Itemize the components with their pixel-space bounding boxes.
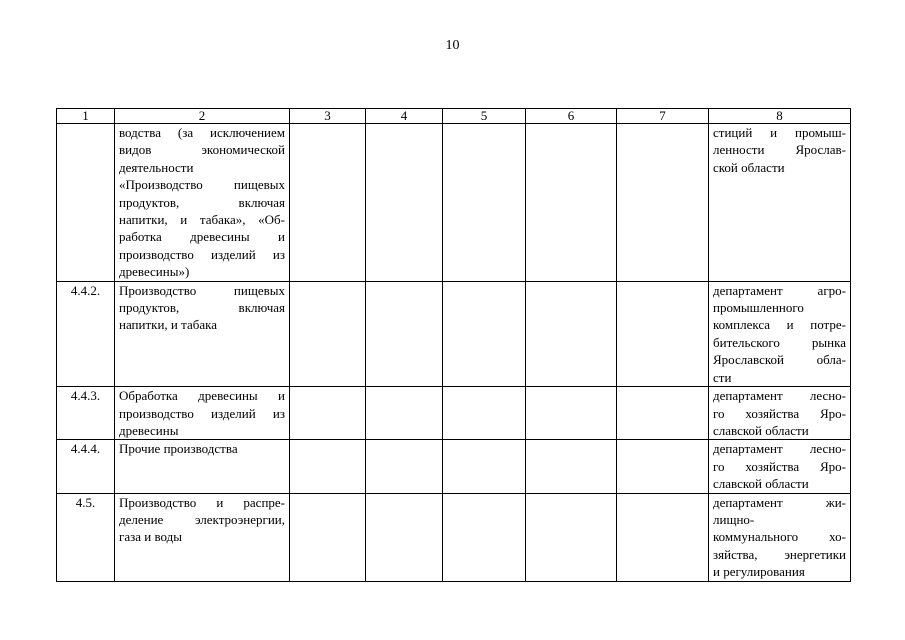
row-name — [115, 440, 290, 493]
cell-line: деятельности — [119, 159, 194, 175]
cell-line: го хозяйства Яро- — [713, 458, 846, 474]
empty-cell — [366, 387, 443, 440]
cell-line: Производство пищевых — [119, 282, 285, 298]
row-responsible — [709, 440, 851, 493]
cell-line: древесины — [119, 422, 179, 438]
cell-line: комплекса и потре- — [713, 317, 846, 333]
cell-line: стиций и промыш- — [713, 125, 846, 140]
empty-cell — [290, 440, 366, 493]
cell-line: ской области — [713, 159, 785, 175]
empty-cell — [366, 124, 443, 282]
row-number: 4.4.3. — [57, 387, 115, 440]
cell-line: департамент лесно- — [713, 388, 846, 404]
empty-cell — [617, 387, 709, 440]
row-responsible — [709, 387, 851, 440]
cell-line: славской области — [713, 476, 809, 492]
empty-cell — [617, 440, 709, 493]
cell-line: Прочие производства — [119, 441, 238, 457]
empty-cell — [526, 387, 617, 440]
cell-line: «Производство пищевых — [119, 177, 285, 193]
empty-cell — [526, 493, 617, 581]
row-number — [57, 124, 115, 282]
empty-cell — [617, 124, 709, 282]
cell-line: бительского рынка — [713, 334, 846, 350]
cell-line: лищно- — [713, 511, 755, 527]
cell-line: коммунального хо- — [713, 529, 846, 545]
header-cell-5: 5 — [443, 109, 526, 124]
header-row — [57, 109, 851, 124]
row-number: 4.5. — [57, 493, 115, 581]
row-responsible — [709, 281, 851, 386]
table-row — [57, 124, 851, 282]
cell-line: Производство и распре- — [119, 494, 285, 510]
cell-line: департамент жи- — [713, 494, 846, 510]
cell-line: промышленного — [713, 300, 804, 316]
empty-cell — [290, 124, 366, 282]
page-number: 10 — [445, 38, 460, 53]
row-name — [115, 124, 290, 282]
header-cell-6: 6 — [526, 109, 617, 124]
row-responsible — [709, 124, 851, 282]
empty-cell — [443, 281, 526, 386]
empty-cell — [526, 281, 617, 386]
cell-line: Обработка древесины и — [119, 388, 285, 404]
cell-line: газа и воды — [119, 529, 182, 545]
header-cell-4: 4 — [366, 109, 443, 124]
header-cell-8: 8 — [709, 109, 851, 124]
cell-line: работка древесины и — [119, 229, 285, 245]
cell-line: производство изделий из — [119, 405, 285, 421]
cell-line: зяйства, энергетики — [713, 546, 846, 562]
table-row — [57, 493, 851, 581]
cell-line: древесины») — [119, 264, 190, 280]
plan-table — [56, 108, 851, 582]
empty-cell — [443, 124, 526, 282]
cell-line: деление электроэнергии, — [119, 511, 285, 527]
table-row — [57, 387, 851, 440]
row-number: 4.4.4. — [57, 440, 115, 493]
cell-line: продуктов, включая — [119, 300, 285, 316]
cell-line: продуктов, включая — [119, 194, 285, 210]
row-name — [115, 493, 290, 581]
empty-cell — [617, 281, 709, 386]
table-row — [57, 281, 851, 386]
row-responsible — [709, 493, 851, 581]
cell-line: департамент агро- — [713, 282, 846, 298]
empty-cell — [526, 440, 617, 493]
cell-line: го хозяйства Яро- — [713, 405, 846, 421]
cell-line: департамент лесно- — [713, 441, 846, 457]
cell-line: Ярославской обла- — [713, 352, 846, 368]
empty-cell — [443, 493, 526, 581]
empty-cell — [366, 440, 443, 493]
header-cell-2: 2 — [115, 109, 290, 124]
cell-line: водства (за исключением — [119, 125, 285, 140]
row-number: 4.4.2. — [57, 281, 115, 386]
row-name — [115, 387, 290, 440]
table-row — [57, 440, 851, 493]
cell-line: и регулирования — [713, 564, 805, 580]
empty-cell — [526, 124, 617, 282]
cell-line: сти — [713, 369, 732, 385]
cell-line: славской области — [713, 422, 809, 438]
empty-cell — [443, 387, 526, 440]
cell-line: напитки, и табака», «Об- — [119, 212, 285, 228]
cell-line: видов экономической — [119, 142, 285, 158]
empty-cell — [290, 493, 366, 581]
empty-cell — [617, 493, 709, 581]
header-cell-7: 7 — [617, 109, 709, 124]
header-cell-3: 3 — [290, 109, 366, 124]
header-cell-1: 1 — [57, 109, 115, 124]
cell-line: производство изделий из — [119, 246, 285, 262]
empty-cell — [443, 440, 526, 493]
empty-cell — [290, 387, 366, 440]
cell-line: напитки, и табака — [119, 317, 218, 333]
empty-cell — [366, 493, 443, 581]
cell-line: ленности Ярослав- — [713, 142, 846, 158]
empty-cell — [366, 281, 443, 386]
empty-cell — [290, 281, 366, 386]
row-name — [115, 281, 290, 386]
